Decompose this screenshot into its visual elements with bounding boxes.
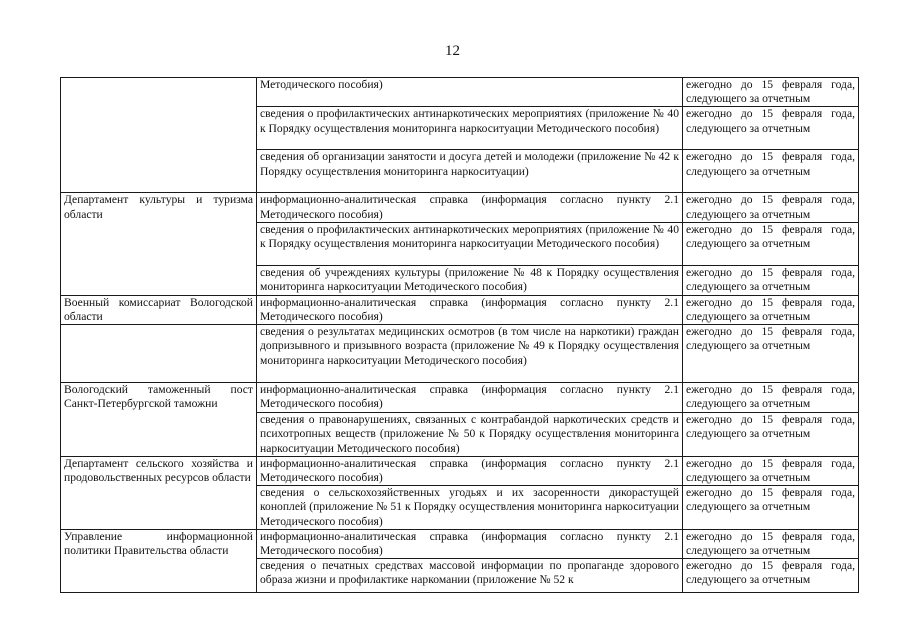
info-cell: информационно-аналитическая справка (информация согласно пункту 2.1 Методического пособия) [257, 193, 683, 222]
deadline-cell: ежегодно до 15 февраля года, следующего за отчетным [683, 559, 859, 593]
deadline-cell: ежегодно до 15 февраля года, следующего за отчетным [683, 295, 859, 324]
table-row [61, 193, 859, 222]
org-cell: Управление информационной политики Правительства области [61, 529, 257, 592]
info-cell: сведения о сельскохозяйственных угодьях и их засоренности дикорастущей коноплей (приложение № 51 к Порядку осуществления мониторинга наркоситуации Методического пособия) [257, 486, 683, 530]
info-cell: информационно-аналитическая справка (информация согласно пункту 2.1 Методического пособия) [257, 529, 683, 558]
org-cell: Военный комиссариат Вологодской области [61, 295, 257, 324]
table-row [61, 325, 859, 383]
table-row [61, 456, 859, 485]
info-cell: сведения об учреждениях культуры (приложение № 48 к Порядку осуществления мониторинга наркоситуации Методического пособия) [257, 265, 683, 295]
info-cell: информационно-аналитическая справка (информация согласно пункту 2.1 Методического пособия) [257, 456, 683, 485]
table-row [61, 78, 859, 107]
org-cell [61, 78, 257, 193]
deadline-cell: ежегодно до 15 февраля года, следующего за отчетным [683, 325, 859, 383]
deadline-cell: ежегодно до 15 февраля года, следующего за отчетным [683, 107, 859, 150]
org-cell: Вологодский таможенный пост Санкт-Петербургской таможни [61, 383, 257, 457]
info-cell: информационно-аналитическая справка (информация согласно пункту 2.1 Методического пособия) [257, 295, 683, 324]
deadline-cell: ежегодно до 15 февраля года, следующего за отчетным [683, 265, 859, 295]
info-cell: сведения о профилактических антинаркотических мероприятиях (приложение № 40 к Порядку осуществления мониторинга наркоситуации Методического пособия) [257, 107, 683, 150]
table-row [61, 295, 859, 324]
deadline-cell: ежегодно до 15 февраля года, следующего за отчетным [683, 486, 859, 530]
deadline-cell: ежегодно до 15 февраля года, следующего за отчетным [683, 529, 859, 558]
table-row [61, 529, 859, 558]
info-cell: сведения о печатных средствах массовой информации по пропаганде здорового образа жизни и профилактике наркомании (приложение № 52 к [257, 559, 683, 593]
info-cell: сведения о результатах медицинских осмотров (в том числе на наркотики) граждан допризывного и призывного возраста (приложение № 49 к Порядку осуществления мониторинга наркоситуации Методического пособия) [257, 325, 683, 383]
org-cell [61, 325, 257, 383]
page-number: 12 [445, 43, 460, 59]
deadline-cell: ежегодно до 15 февраля года, следующего за отчетным [683, 150, 859, 193]
info-cell: сведения о профилактических антинаркотических мероприятиях (приложение № 40 к Порядку осуществления мониторинга наркоситуации Методического пособия) [257, 222, 683, 265]
deadline-cell: ежегодно до 15 февраля года, следующего за отчетным [683, 78, 859, 107]
info-cell: информационно-аналитическая справка (информация согласно пункту 2.1 Методического пособия) [257, 383, 683, 413]
info-cell: Методического пособия) [257, 78, 683, 107]
deadline-cell: ежегодно до 15 февраля года, следующего за отчетным [683, 456, 859, 485]
info-cell: сведения об организации занятости и досуга детей и молодежи (приложение № 42 к Порядку осуществления мониторинга наркоситуации) [257, 150, 683, 193]
deadline-cell: ежегодно до 15 февраля года, следующего за отчетным [683, 222, 859, 265]
table-body [61, 78, 859, 593]
org-cell: Департамент культуры и туризма области [61, 193, 257, 295]
info-cell: сведения о правонарушениях, связанных с контрабандой наркотических средств и психотропных веществ (приложение № 50 к Порядку осуществления мониторинга наркоситуации Методического пособия) [257, 413, 683, 457]
table-row [61, 383, 859, 413]
deadline-cell: ежегодно до 15 февраля года, следующего за отчетным [683, 383, 859, 413]
deadline-cell: ежегодно до 15 февраля года, следующего за отчетным [683, 193, 859, 222]
reporting-table [60, 77, 859, 593]
deadline-cell: ежегодно до 15 февраля года, следующего за отчетным [683, 413, 859, 457]
org-cell: Департамент сельского хозяйства и продовольственных ресурсов области [61, 456, 257, 529]
